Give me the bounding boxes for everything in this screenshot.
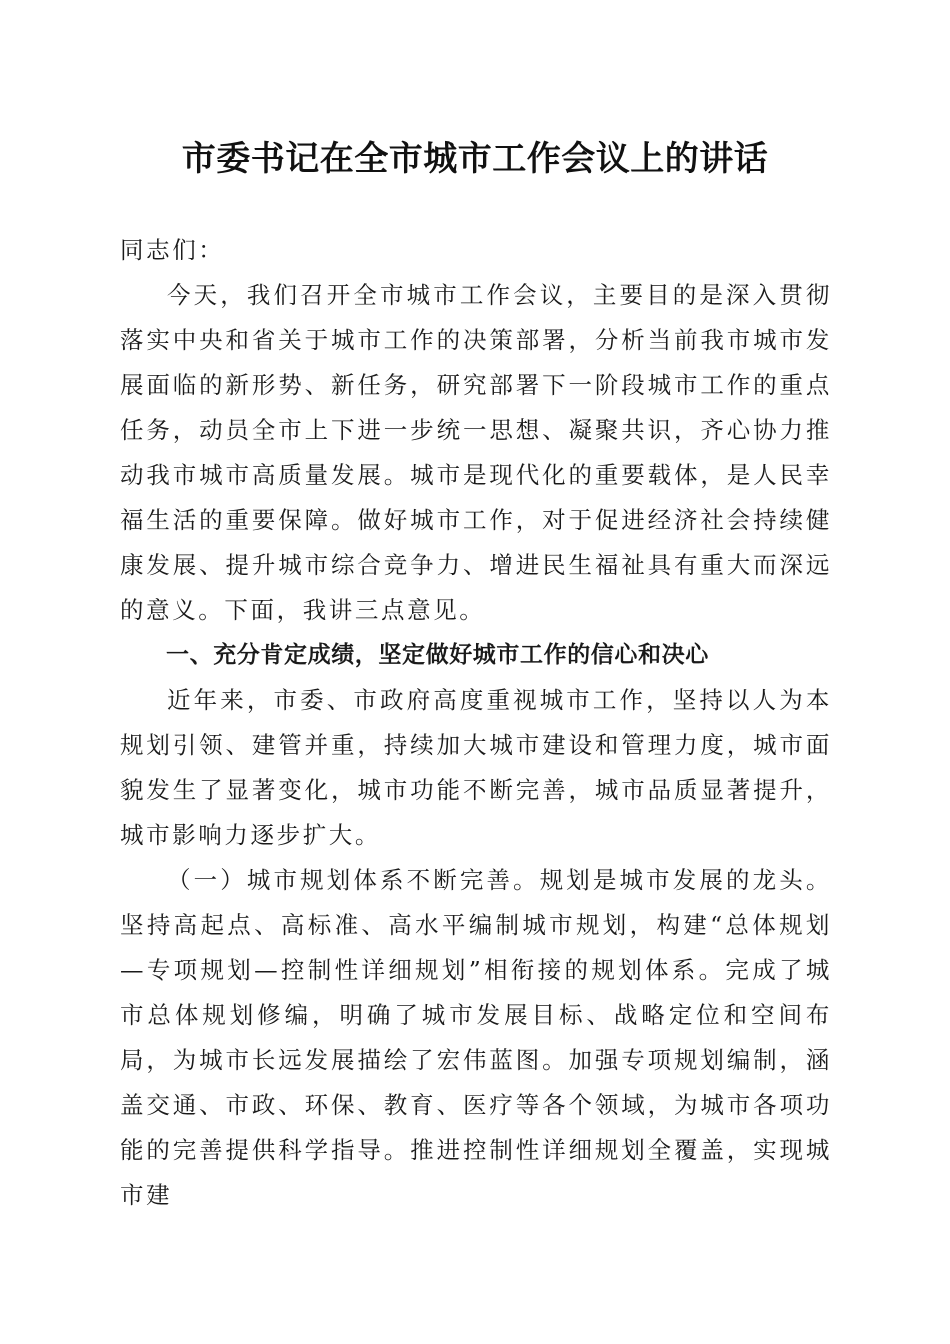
sub-section-1-body: 规划是城市发展的龙头。坚持高起点、高标准、高水平编制城市规划，构建“总体规划—专项规划—控制性详细规划”相衔接的规划体系。完成了城市总体规划修编，明确了城市发展目标、战略定位和空间布局，为城市长远发展描绘了宏伟蓝图。加强专项规划编制，涵盖交通、市政、环保、教育、医疗等各个领域，为城市各项功能的完善提供科学指导。推进控制性详细规划全覆盖，实现城市建 — [120, 866, 832, 1209]
section-1-paragraph: 近年来，市委、市政府高度重视城市工作，坚持以人为本规划引领、建管并重，持续加大城市建设和管理力度，城市面貌发生了显著变化，城市功能不断完善，城市品质显著提升，城市影响力逐步扩大。 — [120, 686, 832, 849]
salutation: 同志们： — [120, 236, 225, 264]
sub-section-1-paragraph — [120, 858, 832, 1218]
sub-section-1-heading: （一）城市规划体系不断完善。 — [167, 866, 540, 894]
section-heading-1: 一、充分肯定成绩，坚定做好城市工作的信心和决心 — [166, 642, 709, 668]
document-title: 市委书记在全市城市工作会议上的讲话 — [181, 139, 769, 179]
document-body — [120, 228, 832, 1218]
intro-paragraph: 今天，我们召开全市城市工作会议，主要目的是深入贯彻落实中央和省关于城市工作的决策部署，分析当前我市城市发展面临的新形势、新任务，研究部署下一阶段城市工作的重点任务，动员全市上下进一步统一思想、凝聚共识，齐心协力推动我市城市高质量发展。城市是现代化的重要载体，是人民幸福生活的重要保障。做好城市工作，对于促进经济社会持续健康发展、提升城市综合竞争力、增进民生福祉具有重大而深远的意义。下面，我讲三点意见。 — [120, 281, 832, 624]
